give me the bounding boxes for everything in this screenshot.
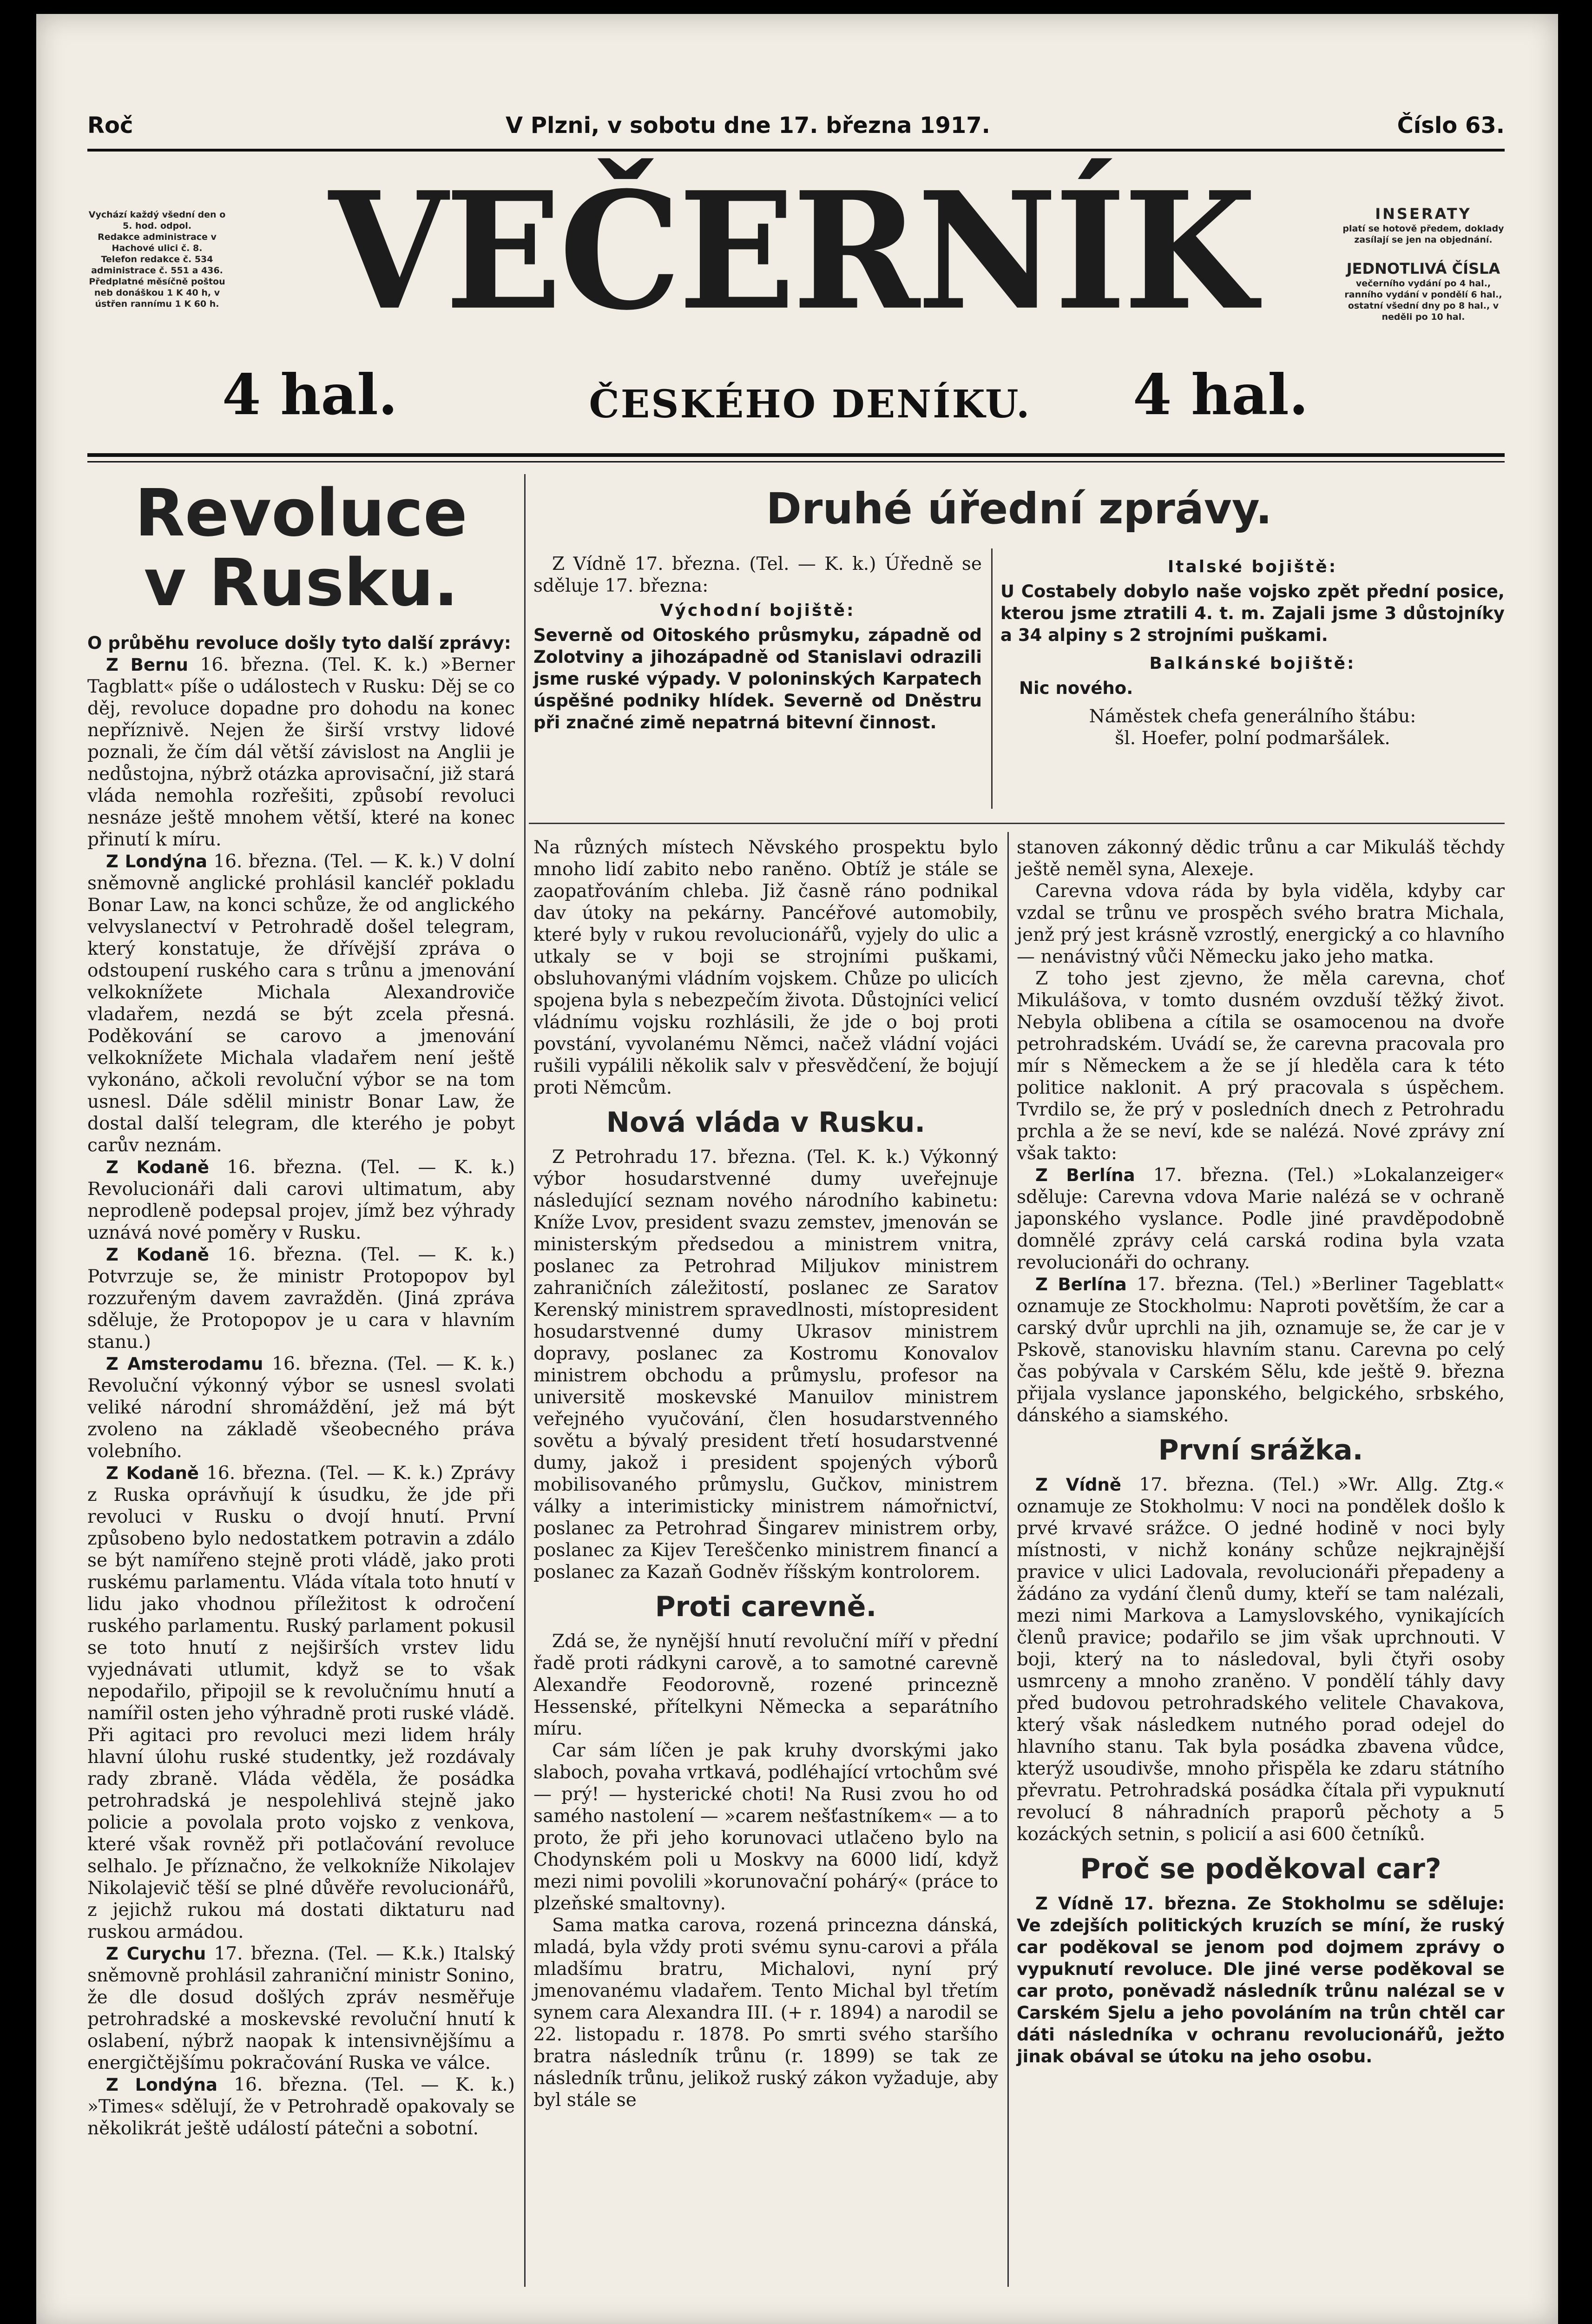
article-paragraph xyxy=(1017,1164,1505,1274)
article-paragraph: Sama matka carova, rozená princezna dánská, mladá, byla vždy proti svému synu-carovi a přála mladšímu bratru, Michalovi, nyní prý jmenovanému vladařem. Tento Michal byl třetím synem cara Alexandra III. (+ r. 1894) a narodil se 22. listopadu r. 1878. Po smrti svého staršího bratra následník trůnu (r. 1899) se tak ze následník trůnu, jelikož ruský zákon vyžaduje, aby byl stále se xyxy=(533,1915,998,2111)
article-paragraph: Na různých místech Něvského prospektu bylo mnoho lidí zabito nebo raněno. Obtíž je stále se zaopatřováním chleba. Již časně ráno podnikal dav útoky na pekárny. Pancéřové automobily, které byly v rukou revolucionářů, vyjely do ulic a utkaly se v boji se strojními puškami, obsluhovanými vládním vojskem. Chůze po ulicích spojena byla s nebezpečím života. Důstojníci velicí vládnímu vojsku rozhlásili, že jde o boj proti povstání, vyvolanému Němci, načež vládní vojáci rušili vypálili několik salv v přesvědčení, že bojují proti Němcům. xyxy=(533,837,998,1098)
article-paragraph: Car sám líčen je pak kruhy dvorskými jako slaboch, povaha vrtkavá, podléhající vrtochům své — prý! — hysterické choti! Na Rusi zvou ho od samého nastolení — »carem nešťastníkem« — a to proto, že při jeho korunovaci utlačeno bylo na Chodynském poli u Moskvy na 6000 lidí, když mezi nimi povolili »korunovační pohárý« (práce to plzeňské smaltovny). xyxy=(533,1740,998,1914)
headline-v-rusku: v Rusku. xyxy=(144,545,459,621)
italian-front-text: U Costabely dobylo naše vojsko zpět přední posice, kterou jsme ztratili 4. t. m. Zajali jsme 3 důstojníky a 34 alpiny s 2 strojními puškami. xyxy=(1000,581,1505,645)
dateline-place: Z Kodaně xyxy=(106,1245,209,1265)
left-ear-line: Předplatné měsíčně poštou neb donáškou 1 K 40 h, v ústřen rannímu 1 K 60 h. xyxy=(89,277,225,309)
column-divider xyxy=(991,548,993,809)
dateline-place: Z Londýna xyxy=(106,852,207,872)
headline-proti-carevne: Proti carevně. xyxy=(655,1591,877,1623)
paragraph-text: 17. března. (Tel.) »Berliner Tageblatt« oznamuje ze Stockholmu: Naproti povětším, že car a carský dvůr uprchli na jih, oznamuje se, že car je v Pskově, stanovisku hlavním stanu. Carevna po celý čas pobývala v Carském Sělu, kde ještě 9. března přijala vyslance japonského, belgického, srbského, dánského a siamského. xyxy=(1017,1274,1505,1426)
paragraph-text: 17. března. (Tel.) »Lokalanzeiger« sděluje: Carevna vdova Marie nalézá se v ochraně japonského vyslance. Podle jiné pravděpodobně domnělé zprávy celá carská rodina byla vzata revolucionáři do ochrany. xyxy=(1017,1165,1505,1273)
article-paragraph xyxy=(87,1943,515,2074)
dateline-place: Z Kodaně xyxy=(106,1157,209,1177)
jednotliva-title: JEDNOTLIVÁ ČÍSLA xyxy=(1346,260,1500,277)
article-paragraph xyxy=(87,654,515,851)
article-paragraph xyxy=(87,851,515,1156)
price-left: 4 hal. xyxy=(222,362,398,428)
article-paragraph: stanoven zákonný dědic trůnu a car Mikuláš těchdy ještě neměl syna, Alexeje. xyxy=(1017,837,1505,880)
rocnik-label: Roč xyxy=(87,112,133,139)
date-text: V Plzni, v sobotu dne 17. března 1917. xyxy=(506,112,990,139)
balkan-front-text: Nic nového. xyxy=(1019,678,1133,698)
column-divider xyxy=(1007,832,1009,2287)
paragraph-text: 16. března. (Tel. — K. k.) Potvrzuje se, že ministr Protopopov byl rozzuřeným davem zavražděn. (Jiná zpráva sděluje, že Protopopov je u cara v hlavním stanu.) xyxy=(87,1244,515,1353)
paragraph-text: 16. března. (Tel. — K. k.) Zprávy z Ruska oprávňují k úsudku, že jde při revoluci v Rusku o dvojí hnutí. První způsobeno bylo nedostatkem potravin a zdálo se být namířeno stejně proti vládě, jako proti ruskému parlamentu. Vláda vítala toto hnutí v lidu jako vhodnou příležitost k odročení ruského parlamentu. Ruský parlament pokusil se toto hnutí z nejširších vrstev lidu vyjednávati utlumit, když se to však nepodařilo, připojil se k revolučnímu hnutí a namířil osten jeho výhradně proti ruské vládě. Při agitaci pro revoluci mezi lidem hrály hlavní úlohu ruské studentky, jež rozdávaly rady zbraně. Vláda věděla, že posádka petrohradská je nespolehlivá stejně jako policie a povolala proto vojsko z venkova, které však rovněž při potlačování revoluce selhalo. Je příznačno, že velkokníže Nikolajev Nikolajevič těší se plné důvěře revolucionářů, z jejichž rukou má dostati diktaturu nad ruskou armádou. xyxy=(87,1463,515,1942)
italian-front-subhead: Italské bojiště: xyxy=(1167,557,1338,576)
left-ear-line: Redakce administrace v Hachové ulici č. 8. xyxy=(98,232,217,253)
inseraty-text: platí se hotově předem, doklady zasílají se jen na objednání. xyxy=(1342,224,1504,245)
dateline-place: Z Kodaně xyxy=(106,1463,199,1483)
article-paragraph xyxy=(87,1353,515,1462)
article-paragraph: Carevna vdova ráda by byla viděla, kdyby car vzdal se trůnu ve prospěch svého bratra Michala, jenž prý jest krásně vzrostlý, energický a co hlavního — nenávistný vůči Německu jako jeho matka. xyxy=(1017,881,1505,967)
dateline-place: Z Vídně xyxy=(1035,1894,1114,1914)
masthead-rule xyxy=(87,453,1505,457)
section-rule xyxy=(529,823,1505,824)
headline-revoluce: Revoluce xyxy=(135,475,467,551)
east-front-text: Severně od Oitoského průsmyku, západně od Zolotviny a jihozápadně od Stanislavi odrazili jsme ruské výpady. V poloninských Karpatech úspěšné podniky hlídek. Severně od Dněstru při značné zimě nepatrná bitevní činnost. xyxy=(533,625,982,733)
top-rule xyxy=(87,149,1505,152)
left-ear-line: Vychází každý všední den o 5. hod. odpol. xyxy=(88,210,226,231)
headline-prvni-srazka: První srážka. xyxy=(1158,1434,1363,1466)
article-paragraph xyxy=(87,1244,515,1353)
paragraph-text: 17. března. (Tel.) »Wr. Allg. Ztg.« oznamuje ze Stokholmu: V noci na pondělek došlo k prvé krvavé srážce. O jedné hodině v noci byly místnosti, v nichž konány schůze nejkrajnější pravice v ulici Ladovala, revolucionáři přepadeny a žádáno za vydání členů dumy, kteří se tam nalézali, mezi nimi Markova a Lamyslovského, vynikajících členů pravice; podařilo se jim však uprchnouti. V boji, který na to následoval, byli čtyři osoby usmrceny a mnoho zraněno. V pondělí táhly davy před budovou petrohradského velitele Chavakova, který však následkem nutného porad odejel do hlavního stanu. Tak byla posádka zbavena vůdce, kterýž usoudivše, mnoho přispěla ke zdaru státního převratu. Petrohradská posádka čítala při vypuknutí revolucí 8 náhradních praporů pěchoty a 5 kozáckých setnin, s policií a asi 600 četníků. xyxy=(1017,1474,1505,1845)
article-paragraph xyxy=(87,1462,515,1943)
article-paragraph xyxy=(87,1156,515,1244)
jednotliva-text: večerního vydání po 4 hal., ranního vydání v pondělí 6 hal., ostatní všední dny po 8 hal., v neděli po 10 hal. xyxy=(1344,278,1502,322)
paragraph-text: 16. března. (Tel. K. k.) »Berner Tagblatt« píše o událostech v Rusku: Děj se co děj, revoluce dopadne pro dohodu na konec nepříznivě. Nejen že širší vrstvy lidové poznali, že čím dál větší závislost na Anglii je nedůstojna, nýbrž otázka aprovisační, již stará vláda nemohla rozřešiti, způsobí revoluci nesnáze ještě mnohem větší, které na konec přinutí k míru. xyxy=(87,654,515,850)
masthead-subtitle: ČESKÉHO DENÍKU. xyxy=(589,382,1031,427)
signature-name: šl. Hoefer, polní podmaršálek. xyxy=(1115,728,1390,749)
article-paragraph xyxy=(1017,1474,1505,1845)
dateline-place: Z Berlína xyxy=(1035,1165,1135,1185)
masthead-title: VEČERNÍK xyxy=(329,156,1254,346)
signature-line: Náměstek chefa generálního štábu: xyxy=(1089,706,1416,727)
paragraph-text: 17. března. (Tel. — K.k.) Italský sněmovně prohlásil zahraniční ministr Sonino, že dle dosud došlých zpráv nesměřuje petrohradské a moskevské revoluční hnutí k oslabení, nýbrž naopak k intensivnějšímu a energičtějšímu pokračování Ruska ve válce. xyxy=(87,1943,515,2073)
balkan-front-subhead: Balkánské bojiště: xyxy=(1149,654,1356,673)
paragraph-text: 16. března. (Tel. — K. k.) V dolní sněmovně anglické prohlásil kancléř pokladu Bonar Law, na konci schůze, že od anglického velvyslanectví v Petrohradě došel telegram, který konstatuje, že dřívější zpráva o odstoupení ruského cara s trůnu a jmenování velkoknížete Michala Alexandroviče vladařem, nezdá se být zcela přesná. Poděkování se carovo a jmenování velkoknížete Michala vladařem není ještě vykonáno, ačkoli revoluční výbor se na tom usnesl. Dále sdělil ministr Bonar Law, že dostal další telegram, dle kterého je pobyt carův neznám. xyxy=(87,851,515,1156)
official-intro: Z Vídně 17. března. (Tel. — K. k.) Úředně se sděluje 17. března: xyxy=(533,554,982,596)
dateline-place: Z Berlína xyxy=(1035,1274,1127,1294)
paragraph-text: 16. března. (Tel. — K. k.) »Times« sdělují, že v Petrohradě opakovaly se několikrát ještě událostí pátečni a sobotní. xyxy=(87,2074,515,2139)
issue-number: Číslo 63. xyxy=(1397,112,1505,139)
dateline-place: Z Londýna xyxy=(106,2075,217,2095)
inseraty-title: INSERATY xyxy=(1375,205,1472,223)
dateline-place: Z Vídně xyxy=(1035,1475,1121,1495)
column-right xyxy=(1017,837,1505,2067)
price-right: 4 hal. xyxy=(1133,362,1309,428)
lead-text: O průběhu revoluce došly tyto další zprávy: xyxy=(87,633,511,653)
left-ear-line: Telefon redakce č. 534 administrace č. 551 a 436. xyxy=(91,254,223,276)
headline-nova-vlada: Nová vláda v Rusku. xyxy=(606,1106,926,1139)
paragraph-text: 16. března. (Tel. — K. k.) Revoluční výkonný výbor se usnesl svolati veliké národní shromáždění, jež má být zvoleno na základě všeobecného práva volebního. xyxy=(87,1353,515,1462)
article-paragraph: Z toho jest zjevno, že měla carevna, choť Mikulášova, v tomto dusném ovzduší těžký život. Nebyla oblibena a cítila se osamocenou na dvoře petrohradském. Uvádí se, že carevna pracovala pro mír s Německem a že se jí hleděla cara k této politice naklonit. A prý pracovala s úspěchem. Tvrdilo se, že prý v posledních dnech z Petrohradu prchla a že se neví, kde se nalézá. Nové zprávy zní však takto: xyxy=(1017,968,1505,1164)
column-revoluce xyxy=(87,475,515,2139)
article-paragraph xyxy=(1017,1893,1505,2067)
column-divider xyxy=(524,474,526,2287)
article-paragraph: Z Petrohradu 17. března. (Tel. K. k.) Výkonný výbor hosudarstvenné dumy uveřejnuje následující seznam nového národního kabinetu: Kníže Lvov, president svazu zemstev, jmenován se ministerským předsedou a ministrem vnitra, poslanec za Petrohrad Miljukov ministrem zahraničních záležitostí, poslanec ze Saratov Kerenský ministrem spravedlnosti, místopresident hosudarstvenné dumy Ukrasov ministrem dopravy, poslanec za Kostromu Konovalov ministrem obchodu a průmyslu, profesor na universitě moskevské Manuilov ministrem veřejného vyučování, člen hosudarstvenného sovětu a bývalý president třetí hosudarstvenné dumy, jakož i president spojených výborů mobilisovaného průmyslu, Gučkov, ministrem války a interimisticky ministrem námořnictví, poslanec za Petrohrad Šingarev ministrem orby, poslanec za Kijev Tereščenko ministrem financí a poslanec za Kazaň Godněv říšským kontrolorem. xyxy=(533,1147,998,1583)
column-middle xyxy=(533,837,998,2111)
left-ear xyxy=(87,209,227,310)
paragraph-text: 16. března. (Tel. — K. k.) Revolucionáři dali carovi ultimatum, aby neprodleně podepsal projev, jímž bez výhrady uznává nové poměry v Rusku. xyxy=(87,1157,515,1243)
official-left xyxy=(533,553,982,733)
right-ear xyxy=(1342,205,1505,323)
dateline-place: Z Bernu xyxy=(106,655,189,675)
headline-proc-car: Proč se poděkoval car? xyxy=(1080,1853,1441,1885)
east-front-subhead: Východní bojiště: xyxy=(660,601,855,620)
paragraph-text: 17. března. Ze Stokholmu se sděluje: Ve zdejších politických kruzích se míní, že ruský car poděkoval se jenom pod dojmem zprávy o vypuknutí revoluce. Dle jiné verse poděkoval se car proto, poněvadž následník trůnu nalézal se v Carském Sjelu a jeho povoláním na trůn chtěl car dáti následníka v ochranu revolucionářů, ježto jinak obával se útoku na jeho osobu. xyxy=(1017,1894,1505,2067)
headline-official: Druhé úřední zprávy. xyxy=(766,484,1272,534)
article-paragraph xyxy=(87,2074,515,2139)
article-paragraph xyxy=(1017,1274,1505,1426)
dateline-row xyxy=(87,112,1505,150)
masthead-rule-thin xyxy=(87,461,1505,462)
article-paragraph: Zdá se, že nynější hnutí revoluční míří v přední řadě proti rádkyni carově, a to samotné carevně Alexandře Feodorovně, rozené princezně Hessenské, přítelkyni Německa a separátního míru. xyxy=(533,1631,998,1739)
newspaper-page xyxy=(36,14,1558,2324)
official-right xyxy=(1000,553,1505,749)
dateline-place: Z Amsterodamu xyxy=(106,1354,263,1374)
dateline-place: Z Curychu xyxy=(106,1944,206,1964)
